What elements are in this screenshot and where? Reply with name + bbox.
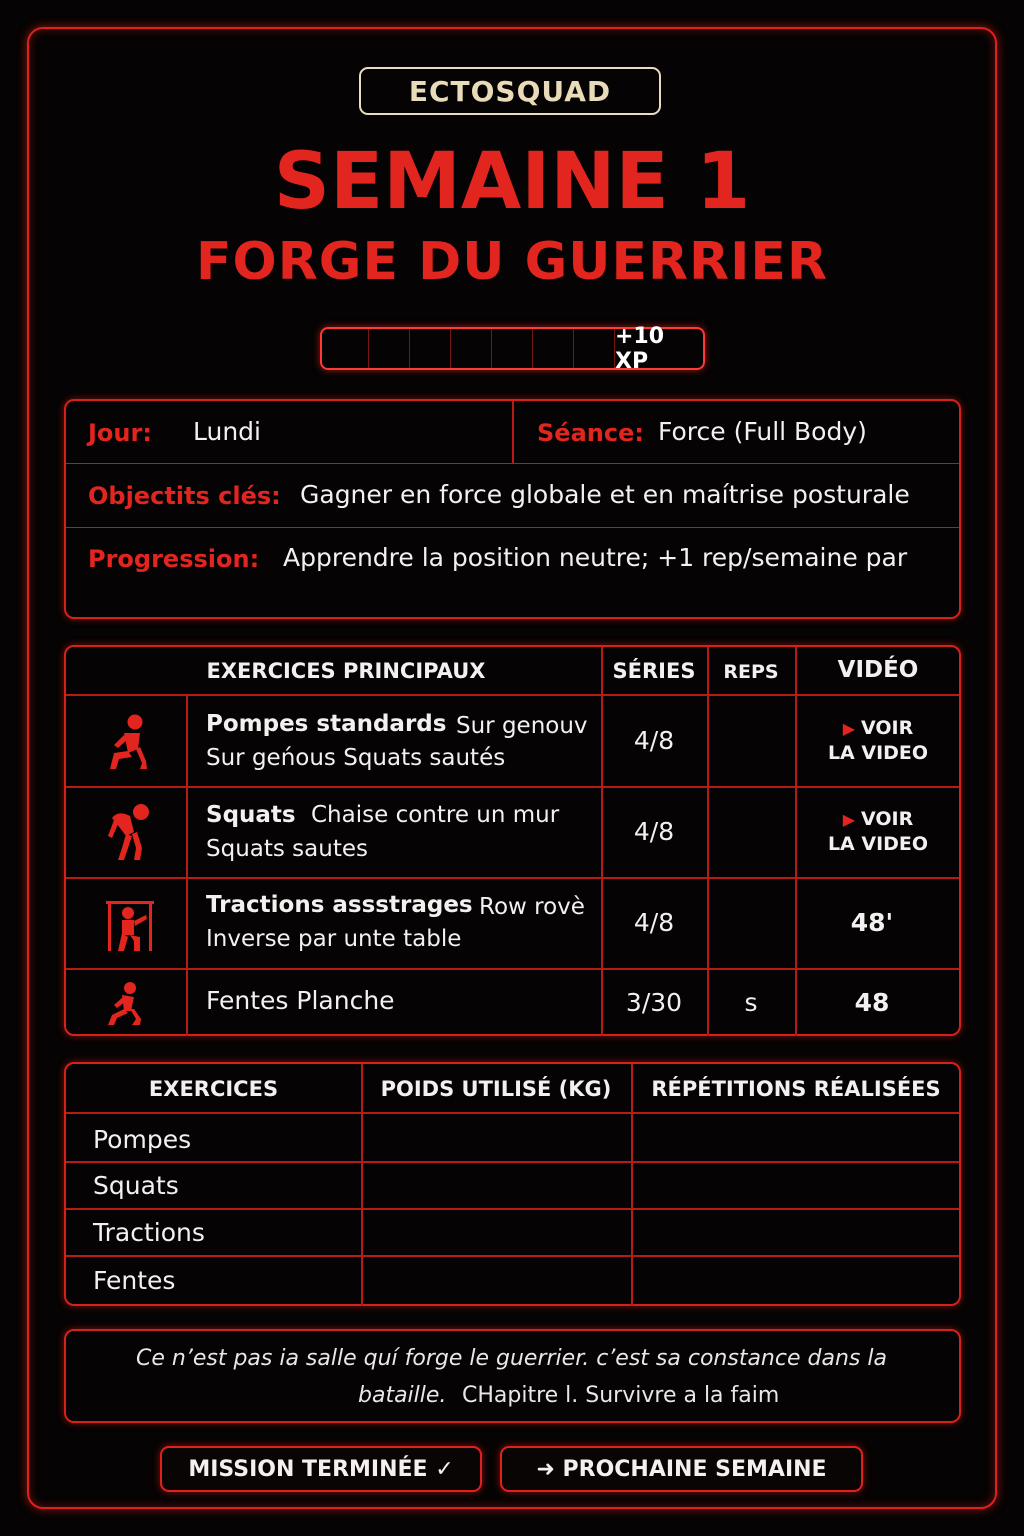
series-value: 4/8 <box>633 817 675 846</box>
bar-figure-icon <box>104 895 156 955</box>
header-series: SÉRIES <box>612 659 696 683</box>
weight-input[interactable] <box>363 1114 629 1159</box>
day-value: Lundi <box>193 417 261 446</box>
quote-text: Ce n’est pas ia salle quí forge le guerrier. c’est sa constance dans la <box>136 1346 887 1371</box>
reps-value <box>707 694 795 786</box>
day-label: Jour: <box>88 419 152 447</box>
program-subtitle: FORGE DU GUERRIER <box>196 232 828 292</box>
objectives-label: Objectits clés: <box>88 482 281 510</box>
weight-input[interactable] <box>363 1257 629 1304</box>
session-value: Force (Full Body) <box>658 417 867 446</box>
header-exercises: EXERCICES PRINCIPAUX <box>206 659 486 683</box>
log-row-label: Fentes <box>93 1266 176 1295</box>
xp-label: +10 XP <box>615 323 665 374</box>
exercise-name: Squats <box>206 802 296 828</box>
log-row-label: Tractions <box>93 1218 205 1247</box>
video-link-label: VOIR <box>861 716 914 739</box>
exercise-alternative: Sur genouv <box>456 713 588 739</box>
header-reps: REPS <box>723 661 779 683</box>
reps-value: s <box>744 987 758 1017</box>
quote-panel <box>64 1329 961 1423</box>
reps-input[interactable] <box>633 1210 959 1253</box>
exercise-alternative: Row rovè <box>479 894 585 920</box>
series-value: 4/8 <box>633 725 675 755</box>
xp-segment <box>492 329 533 368</box>
performance-log-table <box>64 1062 961 1306</box>
week-title: SEMAINE 1 <box>273 137 751 227</box>
watch-video-link[interactable] <box>795 786 961 877</box>
video-link-label: VOIR <box>861 808 914 830</box>
video-duration: 48 <box>854 987 890 1017</box>
session-info-panel <box>64 399 961 619</box>
brand-badge: ECTOSQUAD <box>359 67 661 115</box>
exercise-alternative: Squats sautes <box>206 836 368 862</box>
series-value: 4/8 <box>633 908 675 937</box>
exercise-name: Pompes standards <box>206 711 447 737</box>
series-value: 3/30 <box>625 987 683 1017</box>
progression-label: Progression: <box>88 545 260 573</box>
header-reps-done: RÉPÉTITIONS RÉALISÉES <box>651 1077 941 1101</box>
xp-segment <box>533 329 574 368</box>
xp-segment <box>451 329 492 368</box>
exercise-name: Tractions assstrages <box>206 892 473 918</box>
xp-segment <box>369 329 410 368</box>
progression-value: Apprendre la position neutre; +1 rep/semaine par <box>283 543 908 572</box>
reps-input[interactable] <box>633 1257 959 1304</box>
header-weight: POIDS UTILISÉ (KG) <box>380 1077 612 1101</box>
reps-value <box>707 877 795 968</box>
play-icon: ▶ <box>842 810 856 829</box>
reps-input[interactable] <box>633 1163 959 1206</box>
xp-progress-bar <box>320 323 705 374</box>
xp-segment <box>574 329 615 368</box>
chapter-reference: CHapitre l. Survivre a la faim <box>462 1383 780 1408</box>
header-video: VIDÉO <box>837 657 919 683</box>
exercise-name: Fentes Planche <box>206 986 395 1015</box>
main-exercises-table <box>64 645 961 1036</box>
quote-text-end: bataille. <box>358 1383 447 1408</box>
weight-input[interactable] <box>363 1210 629 1253</box>
reps-value <box>707 786 795 877</box>
objectives-value: Gagner en force globale et en maítrise posturale <box>300 480 910 509</box>
log-row-label: Pompes <box>93 1125 192 1154</box>
lunge-figure-icon <box>104 981 146 1029</box>
bent-figure-icon <box>104 802 154 864</box>
exercise-alternative: Sur geńous Squats sautés <box>206 745 506 771</box>
reps-input[interactable] <box>633 1114 959 1159</box>
exercise-alternative: Inverse par unte table <box>206 926 462 952</box>
session-label: Séance: <box>537 419 644 447</box>
mission-complete-button[interactable]: MISSION TERMINÉE ✓ <box>160 1446 482 1492</box>
video-link-label: LA VIDEO <box>827 741 929 764</box>
weight-input[interactable] <box>363 1163 629 1206</box>
col-divider <box>186 694 188 1036</box>
divider <box>512 401 514 463</box>
log-row-label: Squats <box>93 1171 179 1200</box>
video-link-label: LA VIDEO <box>827 833 929 855</box>
next-week-button[interactable]: ➜ PROCHAINE SEMAINE <box>500 1446 863 1492</box>
xp-segment <box>322 329 369 368</box>
xp-segment <box>410 329 451 368</box>
exercise-alternative: Chaise contre un mur <box>311 802 560 828</box>
squat-figure-icon <box>102 713 152 773</box>
header-exercise: EXERCICES <box>148 1077 279 1101</box>
play-icon: ▶ <box>842 718 856 738</box>
watch-video-link[interactable] <box>795 694 961 786</box>
video-duration: 48' <box>850 908 894 937</box>
